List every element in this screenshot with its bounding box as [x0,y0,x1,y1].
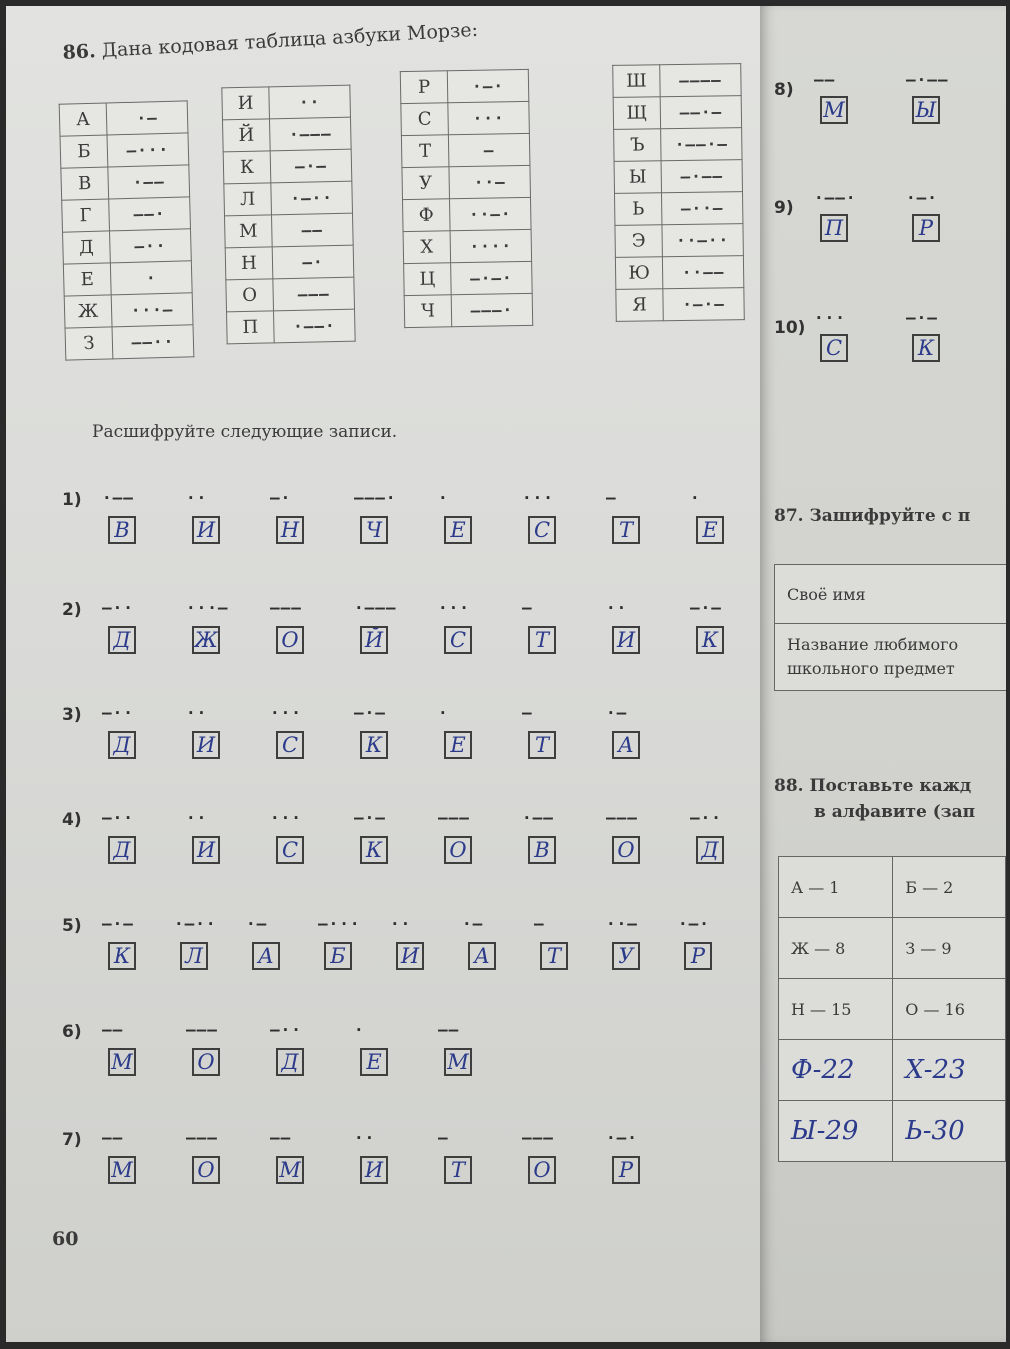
answer-box: М [444,1048,472,1076]
morse-code: ·– [106,101,188,135]
morse-row [404,261,533,295]
morse-row [60,133,189,168]
morse-sequence: ·–·· [174,914,217,933]
morse-row [63,261,192,296]
ex88-cell: З — 9 [893,918,1006,979]
morse-row [614,128,742,162]
answer-box: А [468,942,496,970]
morse-table-4 [612,63,745,322]
morse-sequence: – [438,1128,449,1147]
morse-sequence: ·–– [102,488,134,507]
morse-sequence: ·· [186,808,208,827]
exercise-number: 86. [62,40,97,64]
morse-sequence: ·–· [678,914,710,933]
answer-box: О [276,626,304,654]
answer-box: Д [108,731,136,759]
morse-sequence: ··· [270,808,302,827]
exercise-86-title [62,19,479,64]
exercise-88-table [778,856,1006,1162]
morse-row [615,256,743,290]
answer-box: В [528,836,556,864]
row-number: 2) [62,600,82,620]
answer-box: И [360,1156,388,1184]
ex88-cell: А — 1 [779,857,893,918]
morse-code: –··– [662,192,743,225]
morse-row [227,309,356,344]
morse-sequence: ·––– [354,598,397,617]
morse-letter: И [222,87,270,120]
morse-sequence: –·–– [906,70,949,89]
answer-box: Д [696,836,724,864]
morse-sequence: ··· [438,598,470,617]
ex88-cell: Ь-30 [893,1101,1006,1162]
morse-sequence: ––– [438,808,470,827]
morse-code: ··– [449,165,531,198]
morse-row [64,293,193,328]
answer-box: Е [444,731,472,759]
row-number: 10) [774,318,806,338]
morse-row [222,85,351,120]
morse-sequence: –– [814,70,836,89]
ex88-cell: Х-23 [893,1040,1006,1101]
morse-sequence: – [522,703,533,722]
answer-box: М [108,1156,136,1184]
morse-letter: Р [400,71,448,104]
morse-letter: Д [63,231,111,264]
answer-box: О [444,836,472,864]
morse-code: –– [272,213,354,247]
morse-letter: Л [224,183,272,216]
answer-box: Р [912,214,940,242]
left-page [6,6,766,1342]
ex88-cell: О — 16 [893,979,1006,1040]
answer-box: И [192,516,220,544]
morse-sequence: ··· [270,703,302,722]
morse-row [404,293,533,327]
answer-box: К [696,626,724,654]
morse-letter: Ч [404,295,452,328]
answer-box: О [192,1048,220,1076]
morse-code: –––· [451,293,533,326]
morse-code: ·––·– [661,128,742,161]
answer-box: К [360,836,388,864]
morse-letter: Х [403,231,451,264]
morse-sequence: – [522,598,533,617]
morse-code: · [110,261,192,295]
answer-box: Т [528,731,556,759]
morse-row [225,213,354,248]
ex88-cell: Ф-22 [779,1040,893,1101]
morse-sequence: ·· [390,914,412,933]
answer-box: Н [276,516,304,544]
row-number: 4) [62,810,82,830]
morse-sequence: ––– [606,808,638,827]
answer-box: М [108,1048,136,1076]
answer-box: А [252,942,280,970]
morse-row [223,149,352,184]
morse-sequence: –·· [102,703,134,722]
morse-row [63,229,192,264]
answer-box: Е [444,516,472,544]
morse-code: –··· [107,133,189,167]
morse-code: ···· [450,229,532,262]
ex88-cell: Ж — 8 [779,918,893,979]
morse-sequence: ·– [606,703,628,722]
answer-box: Д [108,626,136,654]
morse-sequence: ·· [606,598,628,617]
exercise-title-text: Дана кодовая таблица азбуки Морзе: [101,18,479,62]
answer-box: Т [540,942,568,970]
morse-code: ·· [269,85,351,119]
answer-box: О [528,1156,556,1184]
morse-code: –·–– [661,160,742,193]
answer-box: О [192,1156,220,1184]
row-number: 5) [62,916,82,936]
answer-box: Ч [360,516,388,544]
exercise-87-title: 87. Зашифруйте с п [774,506,971,526]
morse-letter: Й [223,119,271,152]
morse-row [65,325,194,360]
morse-sequence: – [534,914,545,933]
morse-sequence: –– [270,1128,292,1147]
answer-box: П [820,214,848,242]
morse-sequence: –––· [354,488,397,507]
answer-box: Т [528,626,556,654]
morse-letter: У [402,167,450,200]
answer-box: М [276,1156,304,1184]
morse-row [616,288,744,322]
morse-sequence: –·– [354,808,386,827]
ex88-row [779,979,1006,1040]
morse-sequence: ·– [246,914,268,933]
answer-box: К [912,334,940,362]
ex88-row [779,1040,1006,1101]
morse-sequence: ·–· [606,1128,638,1147]
morse-letter: Ь [615,193,662,226]
answer-box: Е [696,516,724,544]
right-page [760,6,1006,1342]
page-number: 60 [52,1228,79,1250]
answer-box: И [192,836,220,864]
morse-row [59,101,188,136]
ex88-cell: Б — 2 [893,857,1006,918]
row-number: 7) [62,1130,82,1150]
ex88-row [779,1101,1006,1162]
morse-code: ––– [273,277,355,311]
morse-sequence: ··· [814,308,846,327]
answer-box: С [444,626,472,654]
morse-letter: К [223,151,271,184]
answer-box: Т [444,1156,472,1184]
ex87-subject-cell [775,624,1007,691]
ex88-cell: Ы-29 [779,1101,893,1162]
morse-row [62,197,191,232]
morse-code: –·–· [451,261,533,294]
morse-code: – [448,133,530,166]
morse-letter: С [401,103,449,136]
morse-row [403,229,532,263]
morse-letter: М [225,215,273,248]
morse-code: ––·– [660,96,741,129]
morse-sequence: ·–· [906,188,938,207]
answer-box: Д [108,836,136,864]
morse-sequence: –·· [102,598,134,617]
morse-code: ···– [111,293,193,327]
morse-code: ··–– [662,256,743,289]
answer-box: Ы [912,96,940,124]
morse-sequence: –– [102,1128,124,1147]
answer-box: И [612,626,640,654]
morse-letter: Б [60,135,108,168]
morse-row [403,197,532,231]
answer-box: О [612,836,640,864]
answer-box: У [612,942,640,970]
morse-letter: Ъ [614,129,661,162]
morse-code: ··· [448,101,530,134]
answer-box: Б [324,942,352,970]
morse-code: ·–·– [663,288,744,321]
morse-letter: Щ [613,97,660,130]
answer-box: С [528,516,556,544]
morse-code: –·– [270,149,352,183]
morse-row [613,96,741,130]
morse-letter: Ы [614,161,661,194]
morse-sequence: –· [270,488,292,507]
ex88-row [779,857,1006,918]
answer-box: Ж [192,626,220,654]
morse-sequence: · [690,488,701,507]
morse-code: ––·· [112,325,194,359]
morse-sequence: ·– [462,914,484,933]
morse-sequence: – [606,488,617,507]
morse-code: ·––· [274,309,356,343]
morse-sequence: –·· [270,1020,302,1039]
answer-box: Л [180,942,208,970]
row-number: 3) [62,705,82,725]
answer-box: Р [612,1156,640,1184]
morse-sequence: ––– [186,1128,218,1147]
morse-sequence: –·· [690,808,722,827]
morse-letter: Я [616,289,663,322]
morse-sequence: ––– [270,598,302,617]
morse-code: ·–– [108,165,190,199]
exercise-88-line2: в алфавите (зап [814,802,976,822]
morse-row [615,192,743,226]
exercise-88-line1: 88. Поставьте кажд [774,776,972,796]
answer-box: И [396,942,424,970]
morse-code: ··–·· [662,224,743,257]
morse-code: ··–· [450,197,532,230]
morse-sequence: –·– [690,598,722,617]
morse-letter: В [61,167,109,200]
morse-code: ––· [109,197,191,231]
morse-sequence: · [438,488,449,507]
morse-row [402,165,531,199]
answer-box: А [612,731,640,759]
morse-letter: Н [225,247,273,280]
morse-row [225,245,354,280]
morse-letter: Е [63,263,111,296]
morse-sequence: ·––· [814,188,857,207]
morse-code: ·–· [447,69,529,102]
row-number: 8) [774,80,794,100]
morse-sequence: –·– [906,308,938,327]
morse-letter: П [227,311,275,344]
ex87-name-cell: Своё имя [775,565,1007,624]
morse-sequence: ––– [522,1128,554,1147]
morse-sequence: · [438,703,449,722]
morse-code: –· [272,245,354,279]
morse-letter: Ш [613,65,660,98]
morse-table-2 [221,85,355,345]
morse-letter: Ю [615,257,662,290]
morse-row [614,160,742,194]
morse-letter: Ц [404,263,452,296]
morse-sequence: ·· [186,488,208,507]
morse-sequence: ––– [186,1020,218,1039]
morse-row [224,181,353,216]
morse-letter: Э [615,225,662,258]
morse-letter: Ж [64,295,112,328]
morse-row [615,224,743,258]
morse-table-3 [400,69,533,328]
morse-row [401,101,530,135]
morse-table-1 [59,100,195,360]
morse-letter: Г [62,199,110,232]
morse-letter: З [65,327,113,360]
instruction-text: Расшифруйте следующие записи. [92,422,398,442]
answer-box: Р [684,942,712,970]
morse-sequence: –·· [102,808,134,827]
answer-box: И [192,731,220,759]
morse-sequence: –··· [318,914,361,933]
ex88-cell: Н — 15 [779,979,893,1040]
row-number: 6) [62,1022,82,1042]
morse-sequence: –– [438,1020,460,1039]
answer-box: К [360,731,388,759]
row-number: 1) [62,490,82,510]
morse-letter: О [226,279,274,312]
answer-box: Е [360,1048,388,1076]
morse-code: ·–·· [271,181,353,215]
morse-sequence: –·– [354,703,386,722]
answer-box: С [276,836,304,864]
exercise-87-table [774,564,1006,691]
morse-row [613,64,741,98]
answer-box: Й [360,626,388,654]
morse-sequence: –·– [102,914,134,933]
morse-code: –·· [110,229,192,263]
morse-sequence: –– [102,1020,124,1039]
answer-box: В [108,516,136,544]
morse-letter: А [59,103,107,136]
morse-row [61,165,190,200]
morse-sequence: ··– [606,914,638,933]
row-number: 9) [774,198,794,218]
morse-row [401,133,530,167]
ex88-row [779,918,1006,979]
answer-box: С [276,731,304,759]
answer-box: Т [612,516,640,544]
ex87-subject-line1: Название любимого [787,635,959,654]
morse-sequence: ·· [354,1128,376,1147]
answer-box: С [820,334,848,362]
answer-box: Д [276,1048,304,1076]
morse-letter: Ф [403,199,451,232]
answer-box: М [820,96,848,124]
morse-code: ·––– [269,117,351,151]
morse-sequence: ·–– [522,808,554,827]
morse-row [223,117,352,152]
morse-row [226,277,355,312]
morse-sequence: · [354,1020,365,1039]
answer-box: К [108,942,136,970]
morse-sequence: ··· [522,488,554,507]
ex87-subject-line2: школьного предмет [787,659,955,678]
morse-sequence: ···– [186,598,229,617]
morse-letter: Т [401,135,449,168]
morse-sequence: ·· [186,703,208,722]
morse-code: –––– [660,64,741,97]
morse-row [400,69,529,103]
